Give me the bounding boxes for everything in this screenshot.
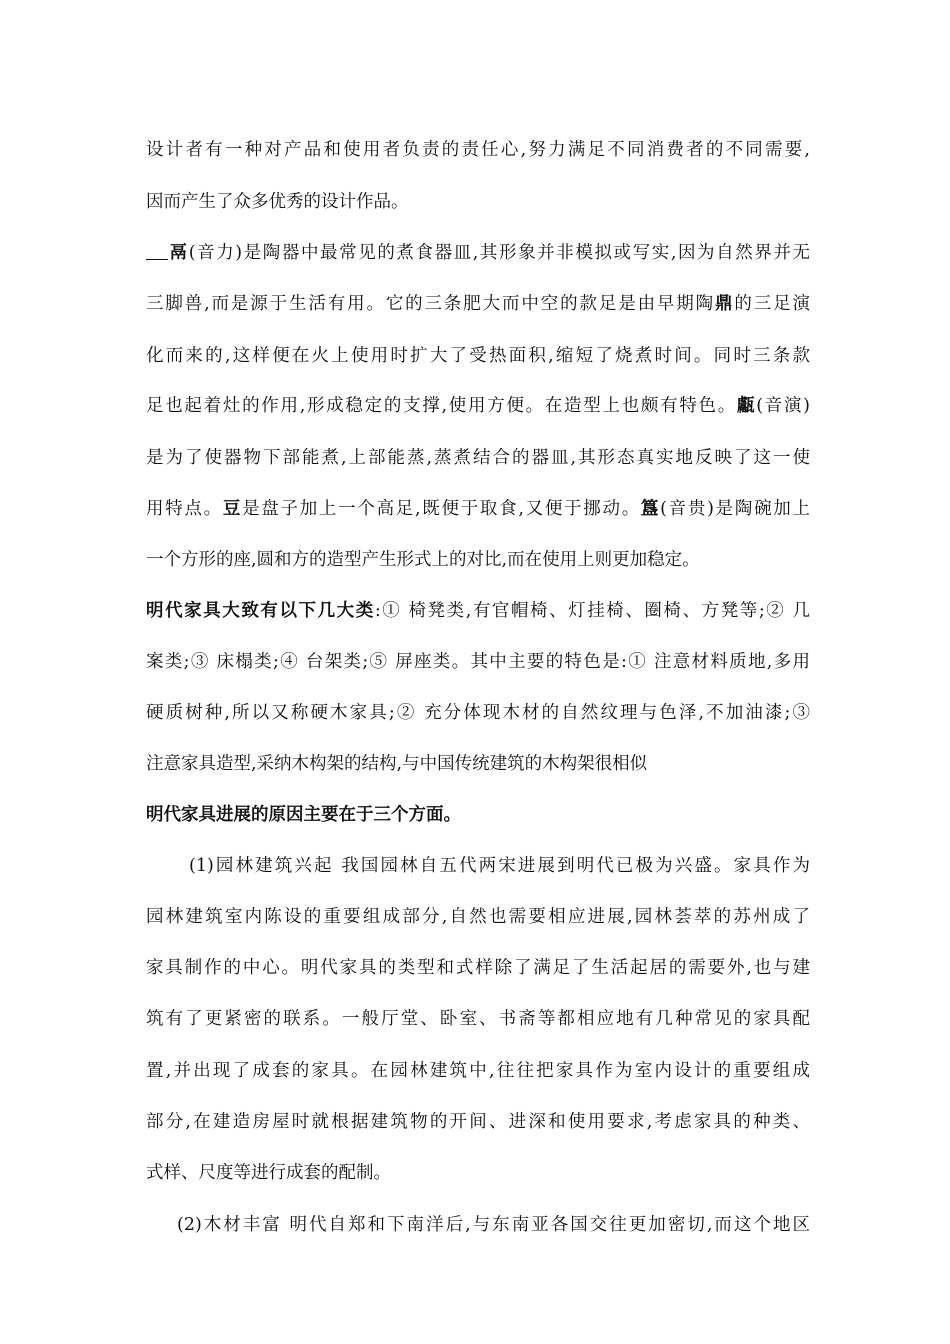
text-line (146, 595, 810, 627)
term-li: 鬲 (168, 243, 189, 263)
text-line: 化而来的,这样便在火上使用时扩大了受热面积,缩短了烧煮时间。同时三条款 (146, 346, 810, 366)
text-span: (音贵)是陶碗加上 (660, 499, 810, 519)
text-span: 足也起着灶的作用,形成稳定的支撑,使用方便。在造型上也颇有特色。 (146, 396, 737, 416)
text-line: (2)木材丰富 明代自郑和下南洋后,与东南亚各国交往更加密切,而这个地区 (177, 1215, 810, 1235)
text-span: (音力)是陶器中最常见的煮食器皿,其形象并非模拟或写实,因为自然界并无 (188, 243, 810, 263)
text-line: (1)园林建筑兴起 我国园林自五代两宋进展到明代已极为兴盛。家具作为 (189, 856, 810, 876)
term-ding: 鼎 (715, 294, 735, 314)
text-span: :① 椅凳类,有官帽椅、灯挂椅、圈椅、方凳等;② 几 (374, 601, 810, 621)
blank-underline (146, 239, 168, 260)
section-lead: 明代家具大致有以下几大类 (146, 601, 375, 621)
text-line: 设计者有一种对产品和使用者负责的责任心,努力满足不同消费者的不同需要, (146, 140, 810, 160)
text-line: 式样、尺度等进行成套的配制。 (146, 1163, 391, 1183)
text-line: 案类;③ 床榻类;④ 台架类;⑤ 屏座类。其中主要的特色是:① 注意材料质地,多用 (146, 652, 810, 672)
term-yan: 甗 (736, 396, 757, 416)
section-heading: 明代家具进展的原因主要在于三个方面。 (146, 805, 461, 825)
text-line (146, 237, 810, 269)
text-span: 的三足演 (734, 294, 810, 314)
text-line: 注意家具造型,采纳木构架的结构,与中国传统建筑的木构架很相似 (146, 754, 648, 774)
text-span: 三脚兽,而是源于生活有用。它的三条肥大而中空的款足是由早期陶 (146, 294, 716, 314)
text-line: 是为了使器物下部能煮,上部能蒸,蒸煮结合的器皿,其形态真实地反映了这一使 (146, 448, 810, 468)
text-line: 因而产生了众多优秀的设计作品。 (146, 192, 409, 212)
term-dou: 豆 (222, 499, 243, 519)
text-span: 用特点。 (146, 499, 223, 519)
text-line: 园林建筑室内陈设的重要组成部分,自然也需要相应进展,园林荟萃的苏州成了 (146, 907, 810, 927)
text-span: 是盘子加上一个高足,既便于取食,又便于挪动。 (242, 499, 641, 519)
text-line: 筑有了更紧密的联系。一般厅堂、卧室、书斋等都相应地有几种常见的家具配 (146, 1009, 810, 1029)
text-line: 置,并出现了成套的家具。在园林建筑中,往往把家具作为室内设计的重要组成 (146, 1061, 810, 1081)
term-gui: 簋 (640, 499, 661, 519)
text-line: 部分,在建造房屋时就根据建筑物的开间、进深和使用要求,考虑家具的种类、 (146, 1112, 810, 1132)
text-line (146, 493, 810, 525)
text-line (146, 288, 810, 320)
text-line: 一个方形的座,圆和方的造型产生形式上的对比,而在使用上则更加稳定。 (146, 550, 700, 570)
text-line: 家具制作的中心。明代家具的类型和式样除了满足了生活起居的需要外,也与建 (146, 958, 810, 978)
text-span: (音演) (756, 396, 810, 416)
text-line: 硬质树种,所以又称硬木家具;② 充分体现木材的自然纹理与色泽,不加油漆;③ (146, 703, 810, 723)
text-line (146, 390, 810, 422)
